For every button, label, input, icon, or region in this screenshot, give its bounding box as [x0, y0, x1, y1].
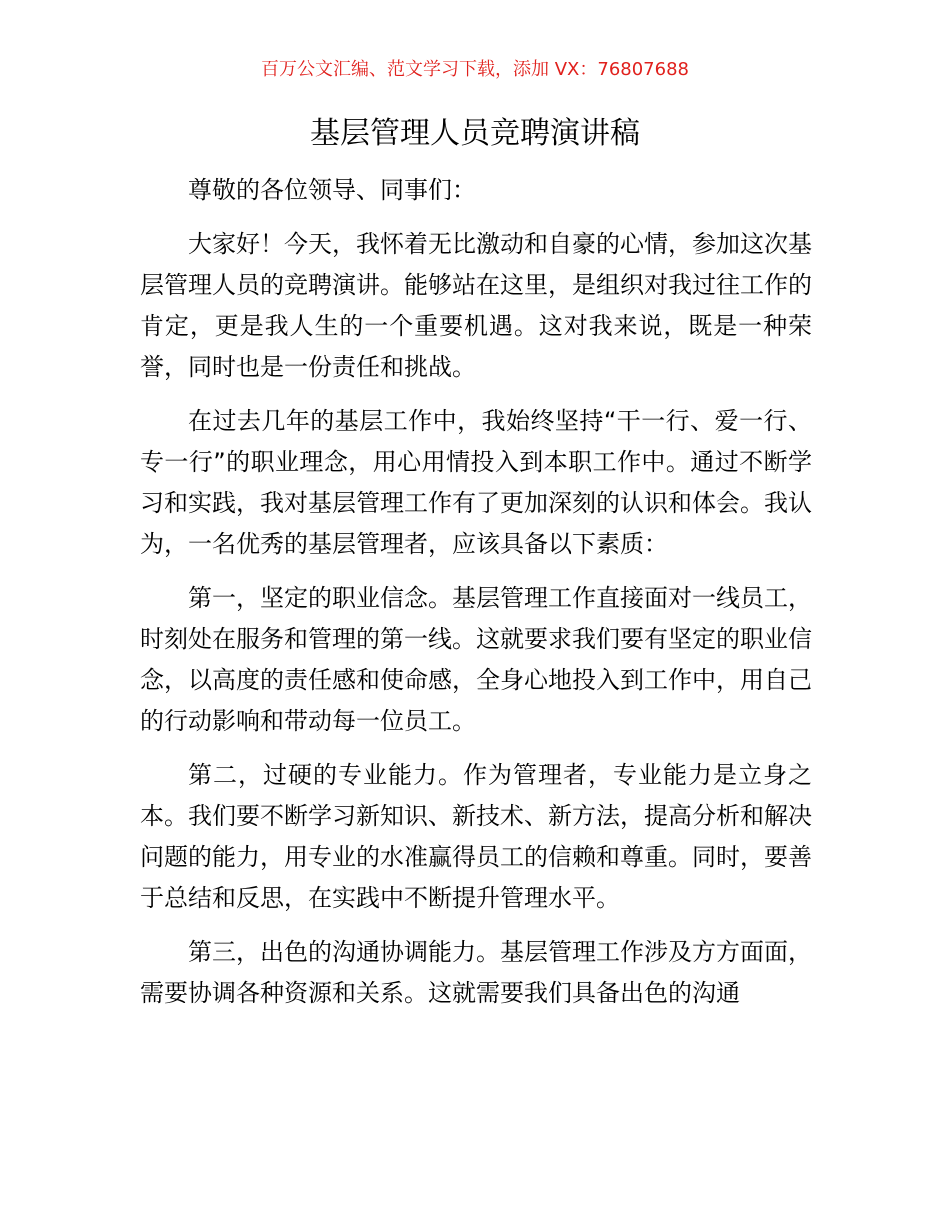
watermark-header: 百万公文汇编、范文学习下载，添加 VX：76807688 [261, 59, 689, 80]
paragraph-5: 第三，出色的沟通协调能力。基层管理工作涉及方方面面，需要协调各种资源和关系。这就需要我们具备出色的沟通 [140, 938, 812, 1007]
paragraph-3: 第一，坚定的职业信念。基层管理工作直接面对一线员工，时刻处在服务和管理的第一线。这就要求我们要有坚定的职业信念，以高度的责任感和使命感，全身心地投入到工作中，用自己的行动影响和带动每一位员工。 [140, 584, 812, 735]
paragraph-2: 在过去几年的基层工作中，我始终坚持“干一行、爱一行、专一行”的职业理念，用心用情投入到本职工作中。通过不断学习和实践，我对基层管理工作有了更加深刻的认识和体会。我认为，一名优秀的基层管理者，应该具备以下素质： [140, 407, 812, 558]
paragraph-4: 第二，过硬的专业能力。作为管理者，专业能力是立身之本。我们要不断学习新知识、新技术、新方法，提高分析和解决问题的能力，用专业的水准赢得员工的信赖和尊重。同时，要善于总结和反思，在实践中不断提升管理水平。 [140, 761, 812, 912]
document-body [140, 170, 812, 1027]
salutation: 尊敬的各位领导、同事们： [188, 176, 476, 204]
paragraph-1: 大家好！今天，我怀着无比激动和自豪的心情，参加这次基层管理人员的竞聘演讲。能够站在这里，是组织对我过往工作的肯定，更是我人生的一个重要机遇。这对我来说，既是一种荣誉，同时也是一份责任和挑战。 [140, 230, 812, 381]
document-title: 基层管理人员竞聘演讲稿 [310, 116, 640, 151]
